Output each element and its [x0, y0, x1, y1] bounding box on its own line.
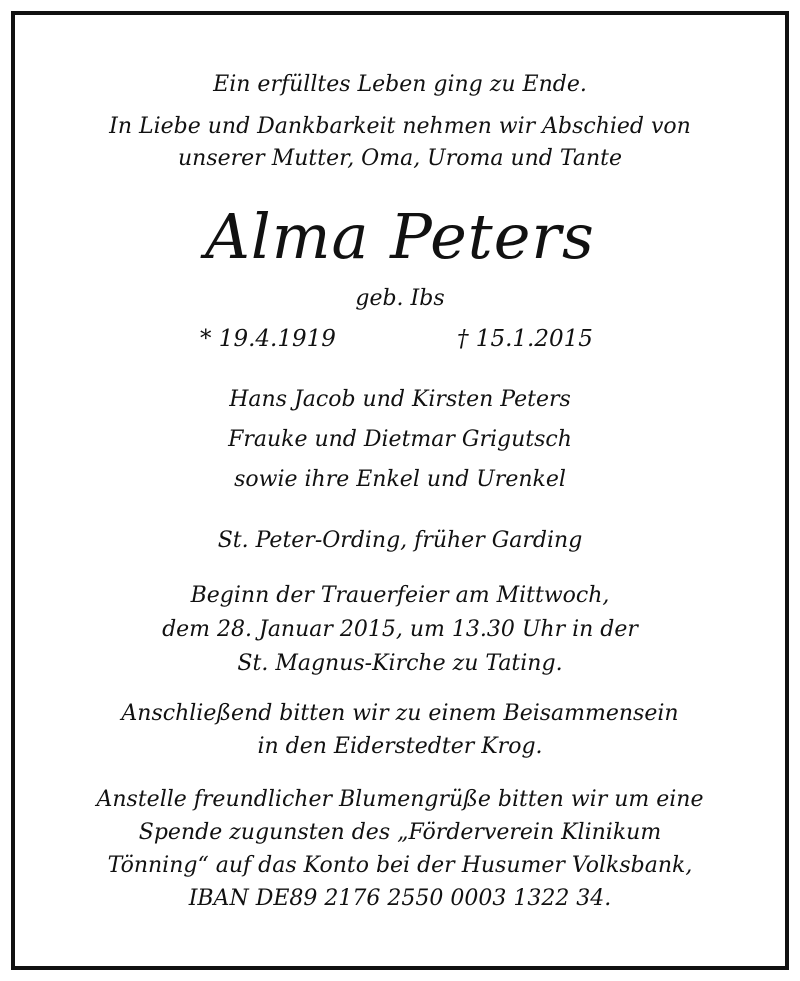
obituary-frame: [11, 11, 789, 970]
intro-line: unserer Mutter, Oma, Uroma und Tante: [178, 146, 622, 171]
donation-line: IBAN DE89 2176 2550 0003 1322 34.: [188, 886, 612, 911]
location-line: St. Peter-Ording, früher Garding: [217, 528, 583, 553]
donation-line: Anstelle freundlicher Blumengrüße bitten wir um eine: [96, 787, 704, 812]
donation-line: Tönning“ auf das Konto bei der Husumer Volksbank,: [107, 853, 693, 878]
intro-line: Ein erfülltes Leben ging zu Ende.: [213, 72, 587, 97]
birth-date: * 19.4.1919: [200, 326, 336, 352]
maiden-name: geb. Ibs: [355, 286, 445, 311]
mourner-line: Frauke und Dietmar Grigutsch: [228, 427, 572, 452]
mourner-line: sowie ihre Enkel und Urenkel: [234, 467, 566, 492]
mourner-line: Hans Jacob und Kirsten Peters: [229, 387, 571, 412]
funeral-line: Beginn der Trauerfeier am Mittwoch,: [190, 583, 610, 608]
intro-line: In Liebe und Dankbarkeit nehmen wir Abschied von: [109, 114, 691, 139]
funeral-line: St. Magnus-Kirche zu Tating.: [237, 651, 563, 676]
donation-line: Spende zugunsten des „Förderverein Klinikum: [138, 820, 662, 845]
death-date: † 15.1.2015: [457, 326, 593, 352]
funeral-line: dem 28. Januar 2015, um 13.30 Uhr in der: [162, 617, 638, 642]
gathering-line: in den Eiderstedter Krog.: [257, 734, 543, 759]
gathering-line: Anschließend bitten wir zu einem Beisammensein: [121, 701, 679, 726]
deceased-name: Alma Peters: [205, 200, 595, 273]
